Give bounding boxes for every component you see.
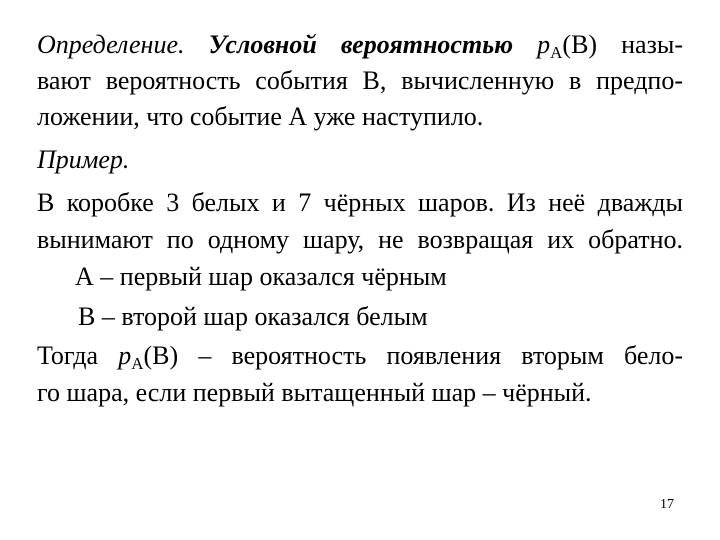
then-line xyxy=(37,341,683,371)
definition-line-1-tail: назы- xyxy=(621,30,683,59)
then-line-tail: – вероятность появления вторым бело- xyxy=(198,341,684,370)
definition-term: Условной вероятностью xyxy=(208,30,514,59)
event-a: А – первый шар оказался чёрным xyxy=(75,262,447,291)
example-line-1: В коробке 3 белых и 7 чёрных шаров. Из неё дважды xyxy=(37,188,683,217)
definition-line-2: вают вероятность события В, вычисленную в предпо- xyxy=(37,66,683,95)
definition-label: Определение. xyxy=(37,30,185,59)
conditional-probability-symbol-2: $p_A(B)$ xyxy=(118,341,179,373)
example-line-2: вынимают по одному шару, не возвращая их обратно. xyxy=(37,225,683,254)
page-number: 17 xyxy=(660,497,674,512)
example-last-line: го шара, если первый вытащенный шар – чёрный. xyxy=(37,378,592,407)
then-word: Тогда xyxy=(37,341,99,370)
definition-line-3: ложении, что событие А уже наступило. xyxy=(37,102,484,131)
event-b: В – второй шар оказался белым xyxy=(78,302,428,331)
conditional-probability-symbol: $p_A(B)$ xyxy=(537,30,598,62)
example-label: Пример. xyxy=(37,145,130,174)
definition-line-1 xyxy=(37,30,683,60)
